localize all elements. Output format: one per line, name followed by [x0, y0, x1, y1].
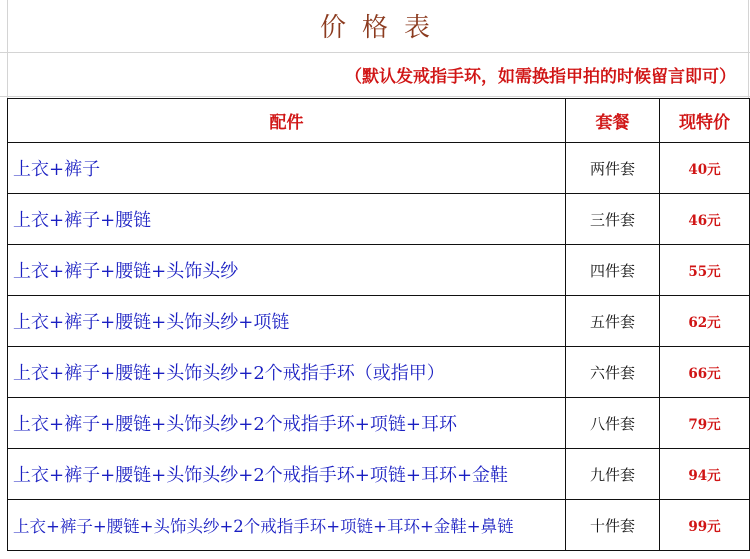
header-set: 套餐: [566, 99, 660, 143]
table-row: [8, 500, 750, 551]
grid-line: [0, 96, 750, 97]
price-table: [7, 98, 750, 551]
header-price: 现特价: [660, 99, 750, 143]
items-cell: 上衣+裤子+腰链+头饰头纱+2个戒指手环+项链+耳环: [8, 398, 566, 449]
price-cell: 99元: [660, 500, 750, 551]
set-cell: 四件套: [566, 245, 660, 296]
table-row: [8, 296, 750, 347]
items-cell: 上衣+裤子: [8, 143, 566, 194]
header-items: 配件: [8, 99, 566, 143]
table-row: [8, 245, 750, 296]
header-row: [8, 99, 750, 143]
table-row: [8, 449, 750, 500]
table-row: [8, 194, 750, 245]
set-cell: 八件套: [566, 398, 660, 449]
price-cell: 46元: [660, 194, 750, 245]
set-cell: 五件套: [566, 296, 660, 347]
items-cell: 上衣+裤子+腰链+头饰头纱+2个戒指手环+项链+耳环+金鞋+鼻链: [8, 500, 566, 551]
items-cell: 上衣+裤子+腰链+头饰头纱+2个戒指手环（或指甲）: [8, 347, 566, 398]
price-cell: 79元: [660, 398, 750, 449]
items-cell: 上衣+裤子+腰链: [8, 194, 566, 245]
price-cell: 66元: [660, 347, 750, 398]
table-row: [8, 143, 750, 194]
price-cell: 62元: [660, 296, 750, 347]
items-cell: 上衣+裤子+腰链+头饰头纱+项链: [8, 296, 566, 347]
set-cell: 九件套: [566, 449, 660, 500]
page-title: 价格表: [319, 13, 446, 43]
price-cell: 94元: [660, 449, 750, 500]
price-cell: 55元: [660, 245, 750, 296]
set-cell: 十件套: [566, 500, 660, 551]
grid-line: [0, 52, 750, 53]
price-cell: 40元: [660, 143, 750, 194]
note-text: （默认发戒指手环，如需换指甲拍的时候留言即可）: [345, 67, 736, 87]
set-cell: 六件套: [566, 347, 660, 398]
table-row: [8, 398, 750, 449]
set-cell: 三件套: [566, 194, 660, 245]
items-cell: 上衣+裤子+腰链+头饰头纱: [8, 245, 566, 296]
set-cell: 两件套: [566, 143, 660, 194]
table-row: [8, 347, 750, 398]
items-cell: 上衣+裤子+腰链+头饰头纱+2个戒指手环+项链+耳环+金鞋: [8, 449, 566, 500]
